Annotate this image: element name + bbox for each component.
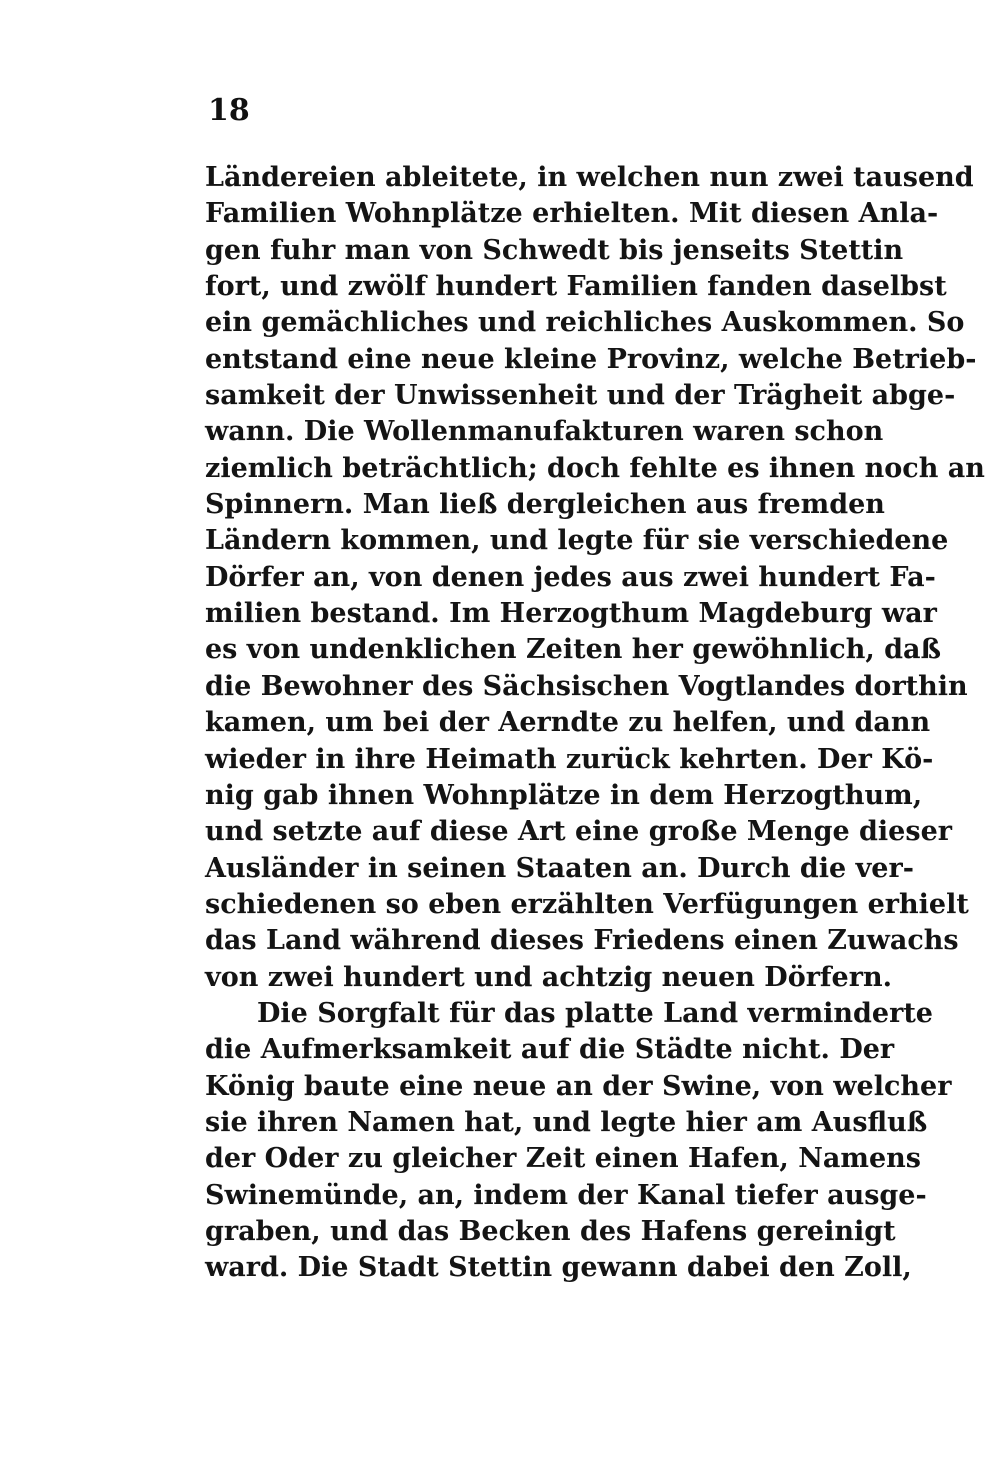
text-line: Ländereien ableitete, in welchen nun zwei tausend: [205, 162, 974, 193]
text-line: die Bewohner des Sächsischen Vogtlandes dorthin: [205, 670, 968, 702]
text-line: milien bestand. Im Herzogthum Magdeburg war: [205, 598, 937, 630]
text-line: entstand eine neue kleine Provinz, welche Betrieb-: [205, 343, 977, 375]
text-line: der Oder zu gleicher Zeit einen Hafen, Namens: [205, 1143, 921, 1175]
text-line: ein gemächliches und reichliches Auskommen. So: [205, 307, 965, 339]
paragraph-start-line: Die Sorgfalt für das platte Land verminderte: [257, 997, 933, 1029]
text-line: fort, und zwölf hundert Familien fanden daselbst: [205, 271, 947, 303]
text-line: gen fuhr man von Schwedt bis jenseits Stettin: [205, 234, 904, 266]
paragraph-end-line: von zwei hundert und achtzig neuen Dörfern.: [205, 961, 892, 993]
text-line: Swinemünde, an, indem der Kanal tiefer ausge-: [205, 1179, 927, 1211]
text-line: ziemlich beträchtlich; doch fehlte es ihnen noch an: [205, 452, 985, 484]
text-line: samkeit der Unwissenheit und der Trägheit abge-: [205, 380, 956, 412]
text-line: die Aufmerksamkeit auf die Städte nicht. Der: [205, 1034, 895, 1066]
page-number: 18: [208, 93, 250, 128]
text-line: graben, und das Becken des Hafens gereinigt: [205, 1215, 896, 1247]
text-line: sie ihren Namen hat, und legte hier am Ausfluß: [205, 1106, 928, 1138]
text-line: es von undenklichen Zeiten her gewöhnlich, daß: [205, 634, 942, 666]
text-line: wann. Die Wollenmanufakturen waren schon: [205, 416, 884, 448]
text-line: Spinnern. Man ließ dergleichen aus fremden: [205, 489, 885, 521]
text-line: Ländern kommen, und legte für sie verschiedene: [205, 525, 949, 557]
text-line: nig gab ihnen Wohnplätze in dem Herzogthum,: [205, 779, 923, 811]
body-text: [205, 160, 985, 1287]
text-line: schiedenen so eben erzählten Verfügungen erhielt: [205, 888, 969, 920]
text-line: König baute eine neue an der Swine, von welcher: [205, 1070, 952, 1102]
text-line: Familien Wohnplätze erhielten. Mit diesen Anla-: [205, 198, 939, 230]
text-line: kamen, um bei der Aerndte zu helfen, und dann: [205, 707, 931, 739]
text-line: wieder in ihre Heimath zurück kehrten. Der Kö-: [205, 743, 934, 775]
text-line: das Land während dieses Friedens einen Zuwachs: [205, 925, 959, 957]
text-line: Ausländer in seinen Staaten an. Durch die ver-: [205, 852, 914, 884]
text-line: ward. Die Stadt Stettin gewann dabei den Zoll,: [205, 1252, 912, 1284]
text-line: Dörfer an, von denen jedes aus zwei hundert Fa-: [205, 561, 936, 593]
text-line: und setzte auf diese Art eine große Menge dieser: [205, 816, 952, 848]
